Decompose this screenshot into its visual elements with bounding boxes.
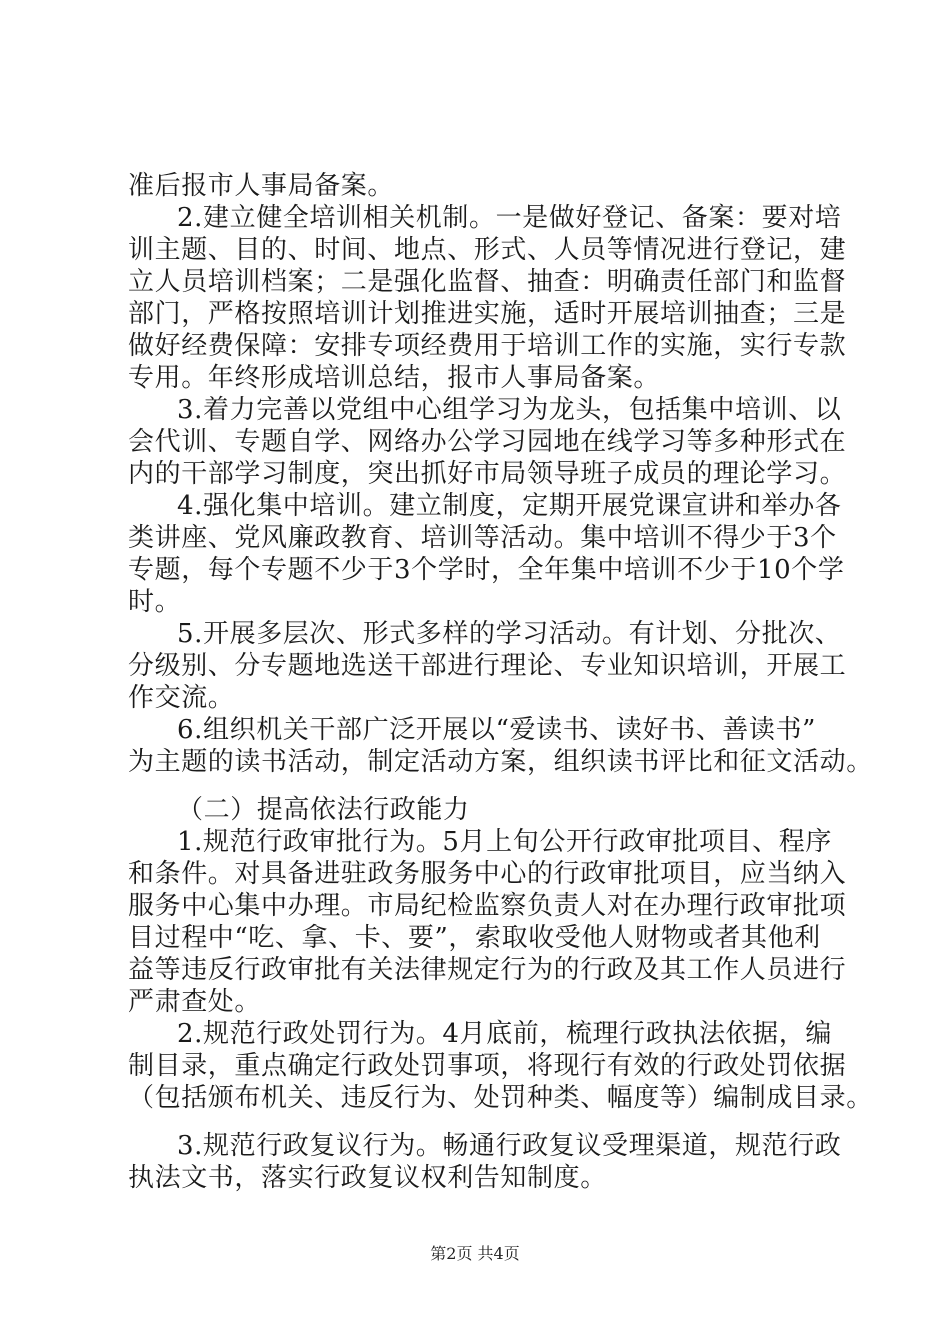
paragraph-first-line: 5.开展多层次、形式多样的学习活动。有计划、分批次、 <box>177 619 842 649</box>
paragraph-first-line: 3.规范行政复议行为。畅通行政复议受理渠道，规范行政 <box>177 1131 842 1161</box>
paragraph-first-line: 4.强化集中培训。建立制度，定期开展党课宣讲和举办各 <box>177 491 842 521</box>
body-text-line: 部门，严格按照培训计划推进实施，适时开展培训抽查；三是 <box>128 299 847 329</box>
section-heading: （二）提高依法行政能力 <box>177 795 470 825</box>
body-text-line: 严肃查处。 <box>128 987 262 1017</box>
paragraph-first-line: 6.组织机关干部广泛开展以“爱读书、读好书、善读书” <box>177 715 816 745</box>
body-text-line: 目过程中“吃、拿、卡、要”，索取收受他人财物或者其他利 <box>128 923 821 953</box>
body-text-line: 服务中心集中办理。市局纪检监察负责人对在办理行政审批项 <box>128 891 847 921</box>
page-number-footer: 第2页 共4页 <box>430 1244 520 1263</box>
body-text-line: 内的干部学习制度，突出抓好市局领导班子成员的理论学习。 <box>128 459 847 489</box>
paragraph-first-line: 3.着力完善以党组中心组学习为龙头，包括集中培训、以 <box>177 395 842 425</box>
body-text-line: 立人员培训档案；二是强化监督、抽查：明确责任部门和监督 <box>128 267 847 297</box>
body-text-line: 类讲座、党风廉政教育、培训等活动。集中培训不得少于3个 <box>128 523 837 553</box>
body-text-line: 会代训、专题自学、网络办公学习园地在线学习等多种形式在 <box>128 427 847 457</box>
body-text-line: 准后报市人事局备案。 <box>128 171 395 201</box>
paragraph-first-line: 2.建立健全培训相关机制。一是做好登记、备案：要对培 <box>177 203 842 233</box>
paragraph-first-line: 1.规范行政审批行为。5月上旬公开行政审批项目、程序 <box>177 827 832 857</box>
body-text-line: 和条件。对具备进驻政务服务中心的行政审批项目，应当纳入 <box>128 859 847 889</box>
body-text-line: （包括颁布机关、违反行为、处罚种类、幅度等）编制成目录。 <box>128 1083 873 1113</box>
paragraph-first-line: 2.规范行政处罚行为。4月底前，梳理行政执法依据，编 <box>177 1019 832 1049</box>
body-text-line: 做好经费保障：安排专项经费用于培训工作的实施，实行专款 <box>128 331 847 361</box>
body-text-line: 专用。年终形成培训总结，报市人事局备案。 <box>128 363 661 393</box>
body-text-line: 执法文书，落实行政复议权利告知制度。 <box>128 1163 607 1193</box>
body-text-line: 分级别、分专题地选送干部进行理论、专业知识培训，开展工 <box>128 651 847 681</box>
body-text-line: 为主题的读书活动，制定活动方案，组织读书评比和征文活动。 <box>128 747 873 777</box>
body-text-line: 益等违反行政审批有关法律规定行为的行政及其工作人员进行 <box>128 955 847 985</box>
body-text-line: 作交流。 <box>128 683 235 713</box>
body-text-line: 制目录，重点确定行政处罚事项，将现行有效的行政处罚依据 <box>128 1051 847 1081</box>
body-text-line: 专题，每个专题不少于3个学时，全年集中培训不少于10个学 <box>128 555 845 585</box>
body-text-line: 训主题、目的、时间、地点、形式、人员等情况进行登记，建 <box>128 235 847 265</box>
body-text-line: 时。 <box>128 587 182 617</box>
